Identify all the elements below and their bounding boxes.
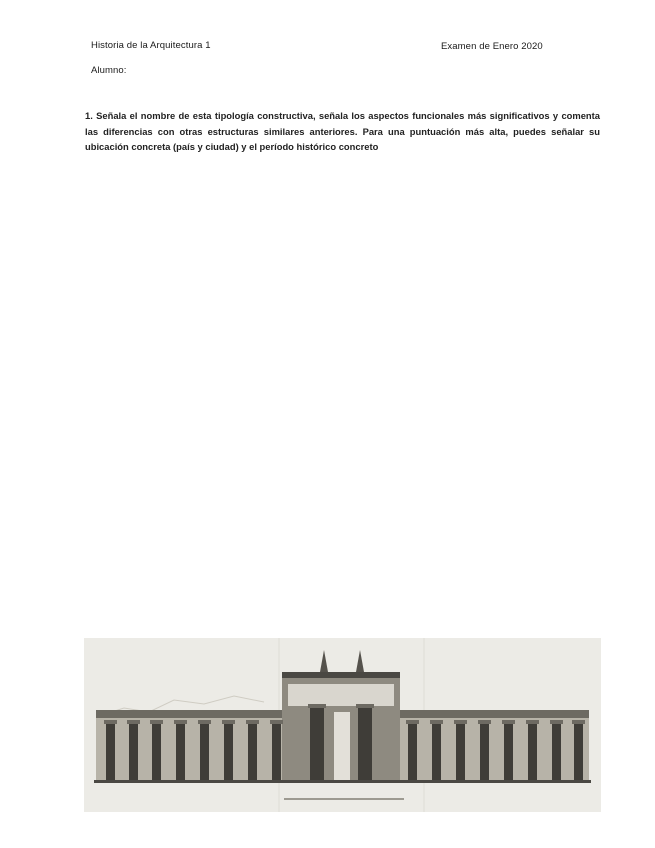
side-column-capital — [406, 720, 419, 724]
exam-title: Examen de Enero 2020 — [441, 41, 543, 52]
course-title: Historia de la Arquitectura 1 — [91, 40, 211, 51]
side-column-capital — [127, 720, 140, 724]
side-column-capital — [430, 720, 443, 724]
central-column — [358, 708, 372, 780]
hypostyle-hall-engraving — [84, 638, 601, 812]
side-column-capital — [550, 720, 563, 724]
side-column — [248, 724, 257, 780]
side-column — [480, 724, 489, 780]
side-column — [106, 724, 115, 780]
side-column — [152, 724, 161, 780]
student-label: Alumno: — [91, 65, 127, 76]
side-column-capital — [270, 720, 283, 724]
side-column-capital — [222, 720, 235, 724]
side-column — [552, 724, 561, 780]
question-text: 1. Señala el nombre de esta tipología constructiva, señala los aspectos funcionales más significativos y comenta las diferencias con otras estructuras similares anteriores. Para una puntuación más alta, puedes señalar su ubicación concreta (país y ciudad) y el período histórico concreto — [85, 110, 600, 152]
side-column — [432, 724, 441, 780]
side-column-capital — [572, 720, 585, 724]
ground-line — [94, 780, 591, 783]
side-column — [408, 724, 417, 780]
architecture-figure — [84, 638, 601, 812]
central-doorway — [334, 712, 350, 780]
side-column-capital — [104, 720, 117, 724]
side-column — [574, 724, 583, 780]
side-column-capital — [150, 720, 163, 724]
side-column-capital — [246, 720, 259, 724]
central-roof — [282, 672, 400, 678]
obelisk-right — [356, 650, 364, 672]
side-column — [200, 724, 209, 780]
side-column — [504, 724, 513, 780]
side-column-capital — [478, 720, 491, 724]
side-column — [528, 724, 537, 780]
side-column-capital — [502, 720, 515, 724]
central-column-capital — [356, 704, 374, 708]
side-column — [272, 724, 281, 780]
central-column-capital — [308, 704, 326, 708]
side-column — [129, 724, 138, 780]
side-column — [224, 724, 233, 780]
side-column-capital — [526, 720, 539, 724]
side-column — [176, 724, 185, 780]
side-column-capital — [174, 720, 187, 724]
clerestory — [288, 684, 394, 706]
side-column-capital — [198, 720, 211, 724]
obelisk-left — [320, 650, 328, 672]
side-column-capital — [454, 720, 467, 724]
central-column — [310, 708, 324, 780]
caption-text-line — [284, 798, 404, 800]
side-column — [456, 724, 465, 780]
